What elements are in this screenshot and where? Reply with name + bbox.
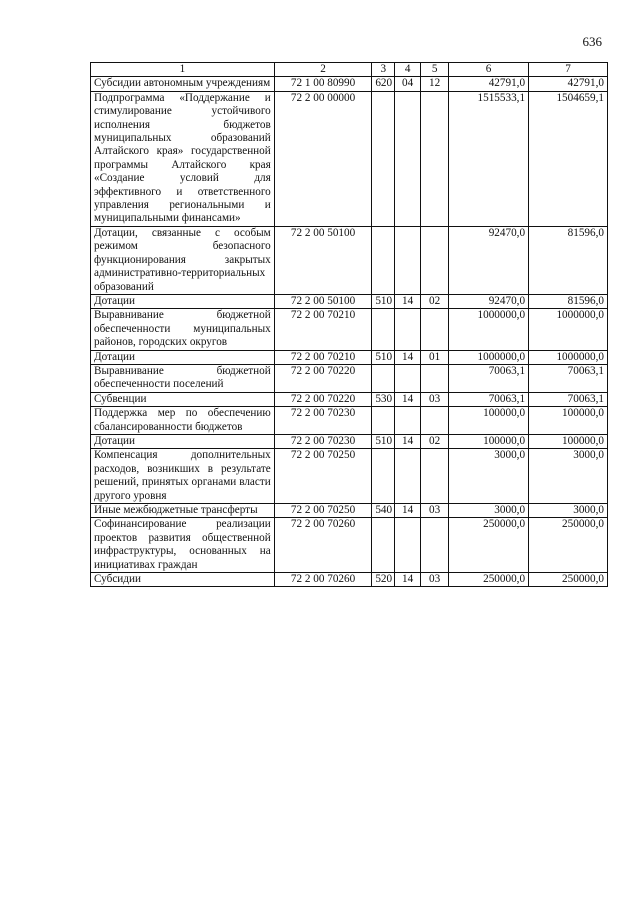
row-col4-cell bbox=[395, 407, 421, 435]
table-row bbox=[91, 407, 608, 435]
row-name-cell: Иные межбюджетные трансферты bbox=[91, 504, 275, 518]
row-name-cell: Поддержка мер по обеспечению сбалансированности бюджетов bbox=[91, 407, 275, 435]
row-col3-cell: 530 bbox=[372, 392, 395, 406]
row-col3-cell: 620 bbox=[372, 77, 395, 91]
row-value7-cell: 1504659,1 bbox=[529, 91, 608, 226]
row-code-cell: 72 2 00 70210 bbox=[274, 309, 372, 350]
row-col5-cell: 03 bbox=[421, 504, 449, 518]
row-name-cell: Подпрограмма «Поддержание и стимулирование устойчивого исполнения бюджетов муниципальных образований Алтайского края» государственной программы Алтайского края «Создание условий для эффективного и ответственного управления региональными и муниципальными финансами» bbox=[91, 91, 275, 226]
row-col5-cell bbox=[421, 226, 449, 294]
row-code-cell: 72 2 00 70230 bbox=[274, 407, 372, 435]
row-value7-cell: 70063,1 bbox=[529, 364, 608, 392]
row-value7-cell: 70063,1 bbox=[529, 392, 608, 406]
column-header: 6 bbox=[449, 63, 529, 77]
row-code-cell: 72 2 00 70220 bbox=[274, 364, 372, 392]
row-col4-cell bbox=[395, 91, 421, 226]
row-code-cell: 72 2 00 70260 bbox=[274, 518, 372, 573]
row-name-cell: Дотации bbox=[91, 294, 275, 308]
column-header: 1 bbox=[91, 63, 275, 77]
row-value7-cell: 250000,0 bbox=[529, 573, 608, 587]
table-row bbox=[91, 504, 608, 518]
row-value7-cell: 3000,0 bbox=[529, 504, 608, 518]
row-value7-cell: 81596,0 bbox=[529, 226, 608, 294]
budget-table bbox=[90, 62, 608, 587]
table-row bbox=[91, 392, 608, 406]
row-name-cell: Дотации, связанные с особым режимом безопасного функционирования закрытых административно-территориальных образований bbox=[91, 226, 275, 294]
row-col5-cell bbox=[421, 309, 449, 350]
row-value7-cell: 81596,0 bbox=[529, 294, 608, 308]
row-code-cell: 72 2 00 70250 bbox=[274, 504, 372, 518]
row-value6-cell: 100000,0 bbox=[449, 407, 529, 435]
row-code-cell: 72 2 00 00000 bbox=[274, 91, 372, 226]
row-value6-cell: 42791,0 bbox=[449, 77, 529, 91]
row-name-cell: Субсидии bbox=[91, 573, 275, 587]
row-value6-cell: 250000,0 bbox=[449, 518, 529, 573]
row-col4-cell bbox=[395, 364, 421, 392]
table-row bbox=[91, 364, 608, 392]
column-header: 4 bbox=[395, 63, 421, 77]
row-col3-cell bbox=[372, 449, 395, 504]
row-col4-cell bbox=[395, 309, 421, 350]
row-col3-cell: 510 bbox=[372, 294, 395, 308]
row-col3-cell: 520 bbox=[372, 573, 395, 587]
table-row bbox=[91, 573, 608, 587]
row-name-cell: Субсидии автономным учреждениям bbox=[91, 77, 275, 91]
row-name-cell: Дотации bbox=[91, 434, 275, 448]
table-row bbox=[91, 294, 608, 308]
row-col3-cell bbox=[372, 364, 395, 392]
table-row bbox=[91, 449, 608, 504]
row-col4-cell: 14 bbox=[395, 392, 421, 406]
row-col5-cell: 03 bbox=[421, 392, 449, 406]
row-col5-cell: 03 bbox=[421, 573, 449, 587]
row-value6-cell: 100000,0 bbox=[449, 434, 529, 448]
row-col4-cell: 14 bbox=[395, 504, 421, 518]
row-col3-cell: 510 bbox=[372, 434, 395, 448]
row-col3-cell: 510 bbox=[372, 350, 395, 364]
row-name-cell: Выравнивание бюджетной обеспеченности муниципальных районов, городских округов bbox=[91, 309, 275, 350]
row-code-cell: 72 2 00 70220 bbox=[274, 392, 372, 406]
row-value7-cell: 1000000,0 bbox=[529, 350, 608, 364]
row-value7-cell: 42791,0 bbox=[529, 77, 608, 91]
row-value6-cell: 1000000,0 bbox=[449, 350, 529, 364]
row-col4-cell bbox=[395, 226, 421, 294]
table-row bbox=[91, 518, 608, 573]
row-col4-cell: 14 bbox=[395, 350, 421, 364]
row-value6-cell: 1000000,0 bbox=[449, 309, 529, 350]
row-col3-cell bbox=[372, 226, 395, 294]
page-number: 636 bbox=[582, 34, 602, 49]
column-header: 3 bbox=[372, 63, 395, 77]
row-col4-cell: 14 bbox=[395, 294, 421, 308]
table-row bbox=[91, 91, 608, 226]
row-col3-cell: 540 bbox=[372, 504, 395, 518]
row-code-cell: 72 2 00 70230 bbox=[274, 434, 372, 448]
row-code-cell: 72 2 00 50100 bbox=[274, 294, 372, 308]
table-row bbox=[91, 77, 608, 91]
row-col5-cell: 02 bbox=[421, 294, 449, 308]
row-value6-cell: 70063,1 bbox=[449, 364, 529, 392]
row-col4-cell: 14 bbox=[395, 573, 421, 587]
column-header: 2 bbox=[274, 63, 372, 77]
row-col4-cell bbox=[395, 518, 421, 573]
row-value6-cell: 3000,0 bbox=[449, 449, 529, 504]
row-value6-cell: 92470,0 bbox=[449, 226, 529, 294]
row-value7-cell: 250000,0 bbox=[529, 518, 608, 573]
row-code-cell: 72 1 00 80990 bbox=[274, 77, 372, 91]
row-value7-cell: 100000,0 bbox=[529, 407, 608, 435]
table-row bbox=[91, 434, 608, 448]
row-col5-cell bbox=[421, 407, 449, 435]
row-value7-cell: 1000000,0 bbox=[529, 309, 608, 350]
row-name-cell: Выравнивание бюджетной обеспеченности поселений bbox=[91, 364, 275, 392]
row-name-cell: Софинансирование реализации проектов развития общественной инфраструктуры, основанных на инициативах граждан bbox=[91, 518, 275, 573]
column-header: 5 bbox=[421, 63, 449, 77]
row-col4-cell: 14 bbox=[395, 434, 421, 448]
row-value7-cell: 100000,0 bbox=[529, 434, 608, 448]
row-code-cell: 72 2 00 70210 bbox=[274, 350, 372, 364]
column-header: 7 bbox=[529, 63, 608, 77]
row-name-cell: Компенсация дополнительных расходов, возникших в результате решений, принятых органами власти другого уровня bbox=[91, 449, 275, 504]
row-col5-cell bbox=[421, 449, 449, 504]
row-col5-cell: 01 bbox=[421, 350, 449, 364]
row-code-cell: 72 2 00 70250 bbox=[274, 449, 372, 504]
row-col5-cell bbox=[421, 364, 449, 392]
row-value6-cell: 92470,0 bbox=[449, 294, 529, 308]
row-col3-cell bbox=[372, 309, 395, 350]
row-code-cell: 72 2 00 50100 bbox=[274, 226, 372, 294]
row-col5-cell bbox=[421, 518, 449, 573]
table-row bbox=[91, 226, 608, 294]
row-col5-cell: 02 bbox=[421, 434, 449, 448]
row-col3-cell bbox=[372, 407, 395, 435]
row-value6-cell: 1515533,1 bbox=[449, 91, 529, 226]
row-value6-cell: 3000,0 bbox=[449, 504, 529, 518]
row-col4-cell: 04 bbox=[395, 77, 421, 91]
row-name-cell: Субвенции bbox=[91, 392, 275, 406]
table-header-row bbox=[91, 63, 608, 77]
row-col5-cell: 12 bbox=[421, 77, 449, 91]
row-name-cell: Дотации bbox=[91, 350, 275, 364]
row-col5-cell bbox=[421, 91, 449, 226]
row-value7-cell: 3000,0 bbox=[529, 449, 608, 504]
table-row bbox=[91, 350, 608, 364]
row-code-cell: 72 2 00 70260 bbox=[274, 573, 372, 587]
row-value6-cell: 70063,1 bbox=[449, 392, 529, 406]
row-col3-cell bbox=[372, 518, 395, 573]
row-col4-cell bbox=[395, 449, 421, 504]
row-value6-cell: 250000,0 bbox=[449, 573, 529, 587]
table-row bbox=[91, 309, 608, 350]
row-col3-cell bbox=[372, 91, 395, 226]
